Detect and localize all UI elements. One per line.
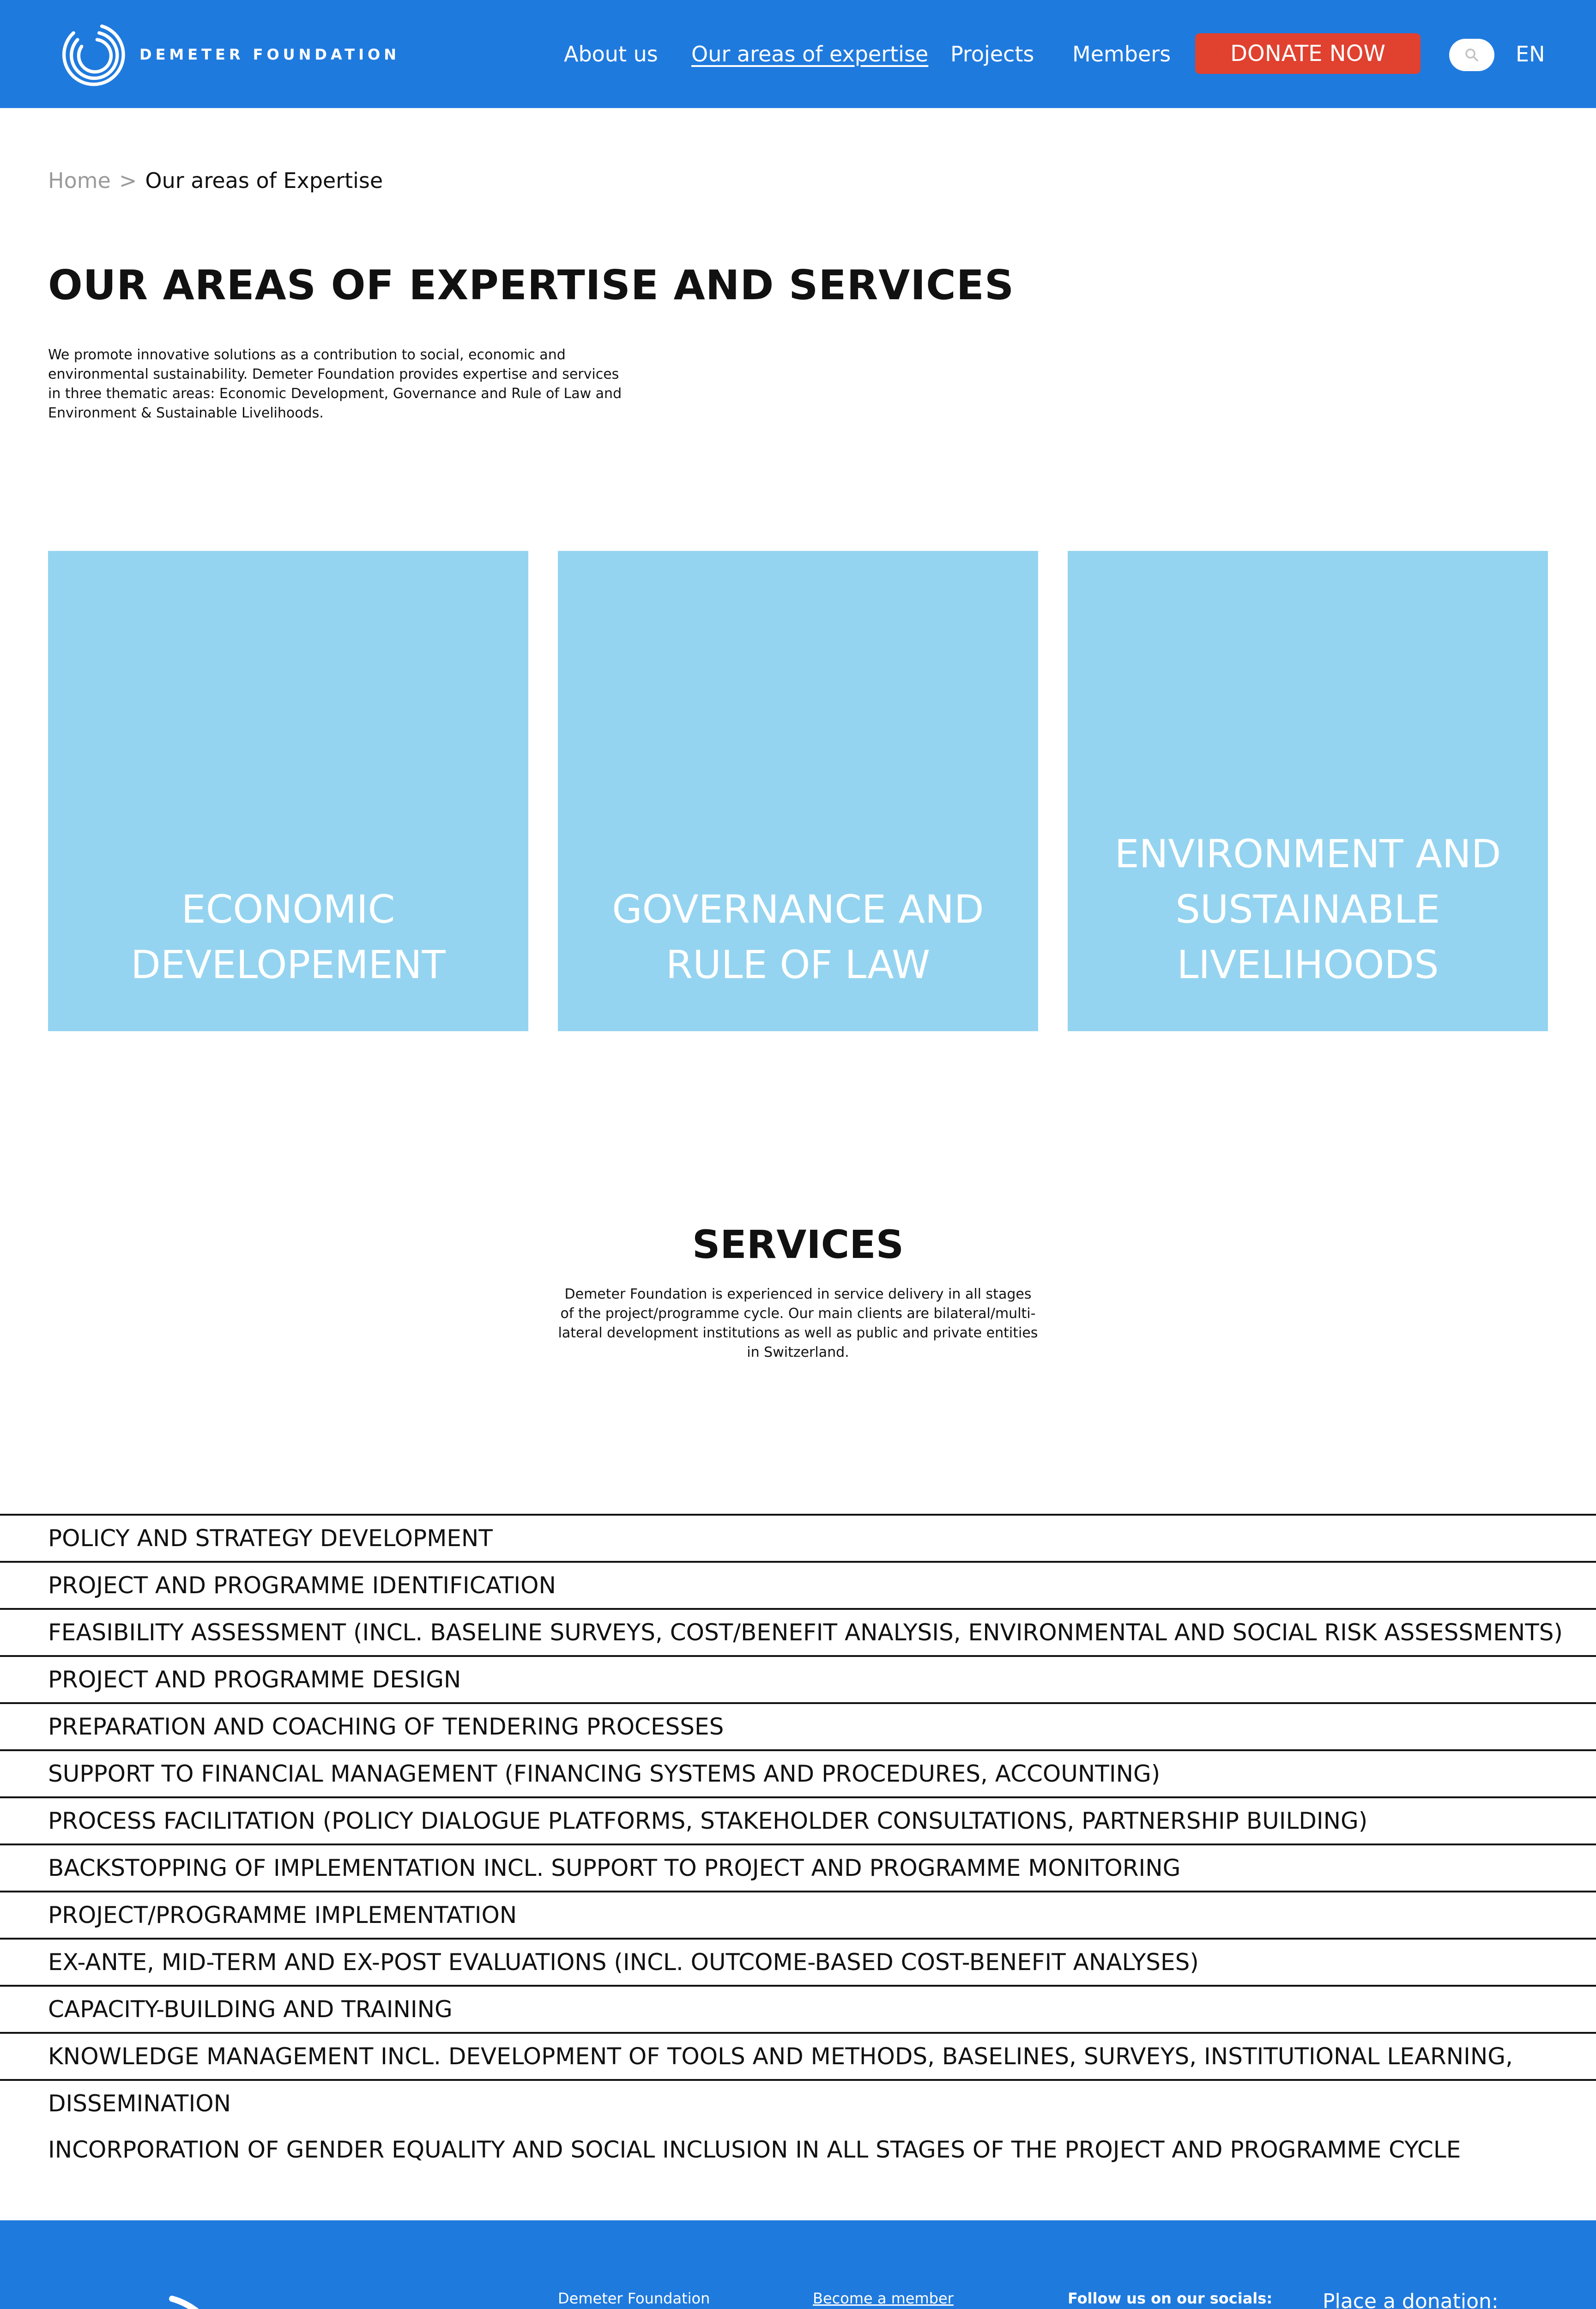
card-governance-rule-of-law[interactable] xyxy=(558,551,1038,1031)
card-title: GOVERNANCE AND RULE OF LAW xyxy=(612,887,984,987)
footer-org-name: Demeter Foundation xyxy=(558,2290,710,2307)
service-item: PROJECT AND PROGRAMME DESIGN xyxy=(0,1655,1596,1702)
service-item: DISSEMINATION xyxy=(0,2079,1596,2126)
language-selector[interactable]: EN xyxy=(1516,42,1545,66)
nav-projects[interactable]: Projects xyxy=(950,42,1034,66)
card-title: ECONOMIC DEVELOPEMENT xyxy=(131,887,446,987)
breadcrumb-home[interactable]: Home xyxy=(48,168,111,193)
footer-link-become-member[interactable]: Become a member xyxy=(813,2290,954,2307)
site-logo[interactable] xyxy=(60,21,400,88)
service-item: INCORPORATION OF GENDER EQUALITY AND SOCIAL INCLUSION IN ALL STAGES OF THE PROJECT AND PROGRAMME CYCLE xyxy=(48,2136,1461,2163)
services-title: SERVICES xyxy=(692,1222,904,1267)
page-intro: We promote innovative solutions as a contribution to social, economic and environmental sustainability. Demeter Foundation provides expertise and services in three thematic areas: Economic Development, Governance and Rule of Law and Environment & Sustainable Livelihoods. xyxy=(48,347,622,421)
service-item: POLICY AND STRATEGY DEVELOPMENT xyxy=(0,1514,1596,1561)
page-title: OUR AREAS OF EXPERTISE AND SERVICES xyxy=(48,261,1015,309)
service-item: PREPARATION AND COACHING OF TENDERING PROCESSES xyxy=(0,1702,1596,1749)
service-item: KNOWLEDGE MANAGEMENT INCL. DEVELOPMENT OF TOOLS AND METHODS, BASELINES, SURVEYS, INSTITUTIONAL LEARNING, xyxy=(0,2032,1596,2079)
card-economic-development[interactable] xyxy=(48,551,528,1031)
breadcrumb-separator: > xyxy=(119,168,137,193)
logo-text: DEMETER FOUNDATION xyxy=(139,46,400,63)
breadcrumb-current: Our areas of Expertise xyxy=(145,168,383,193)
services-intro: Demeter Foundation is experienced in service delivery in all stages of the project/programme cycle. Our main clients are bilateral/multi-lateral development institutions as well as public and private entities in Switzerland. xyxy=(558,1286,1038,1360)
nav-areas-of-expertise[interactable]: Our areas of expertise xyxy=(691,42,929,66)
service-item: SUPPORT TO FINANCIAL MANAGEMENT (FINANCING SYSTEMS AND PROCEDURES, ACCOUNTING) xyxy=(0,1749,1596,1796)
breadcrumb xyxy=(48,168,383,193)
footer-socials-heading: Follow us on our socials: xyxy=(1068,2290,1273,2307)
search-button[interactable] xyxy=(1449,39,1494,71)
service-item: PROJECT/PROGRAMME IMPLEMENTATION xyxy=(0,1891,1596,1938)
demeter-logo-icon xyxy=(60,21,127,88)
nav-members[interactable]: Members xyxy=(1072,42,1171,66)
footer-donation-heading: Place a donation: xyxy=(1323,2290,1499,2309)
services-list xyxy=(0,1514,1596,2173)
footer-links xyxy=(813,2289,1019,2309)
service-item: PROCESS FACILITATION (POLICY DIALOGUE PLATFORMS, STAKEHOLDER CONSULTATIONS, PARTNERSHIP BUILDING) xyxy=(0,1796,1596,1844)
card-title: ENVIRONMENT AND SUSTAINABLE LIVELIHOODS xyxy=(1114,831,1501,987)
service-item: BACKSTOPPING OF IMPLEMENTATION INCL. SUPPORT TO PROJECT AND PROGRAMME MONITORING xyxy=(0,1844,1596,1891)
service-item: EX-ANTE, MID-TERM AND EX-POST EVALUATIONS (INCL. OUTCOME-BASED COST-BENEFIT ANALYSES) xyxy=(0,1938,1596,1985)
service-item: PROJECT AND PROGRAMME IDENTIFICATION xyxy=(0,1561,1596,1608)
nav-about-us[interactable]: About us xyxy=(564,42,658,66)
demeter-logo-icon xyxy=(78,2290,230,2309)
search-icon xyxy=(1463,47,1480,63)
footer-socials xyxy=(1068,2289,1272,2309)
service-item: CAPACITY-BUILDING AND TRAINING xyxy=(0,1985,1596,2032)
donate-now-button[interactable]: DONATE NOW xyxy=(1195,33,1421,74)
site-footer xyxy=(0,2220,1596,2309)
service-item: FEASIBILITY ASSESSMENT (INCL. BASELINE SURVEYS, COST/BENEFIT ANALYSIS, ENVIRONMENTAL AND SOCIAL RISK ASSESSMENTS) xyxy=(0,1608,1596,1655)
footer-address xyxy=(558,2289,774,2309)
card-environment-livelihoods[interactable] xyxy=(1068,551,1548,1031)
site-header xyxy=(0,0,1596,108)
